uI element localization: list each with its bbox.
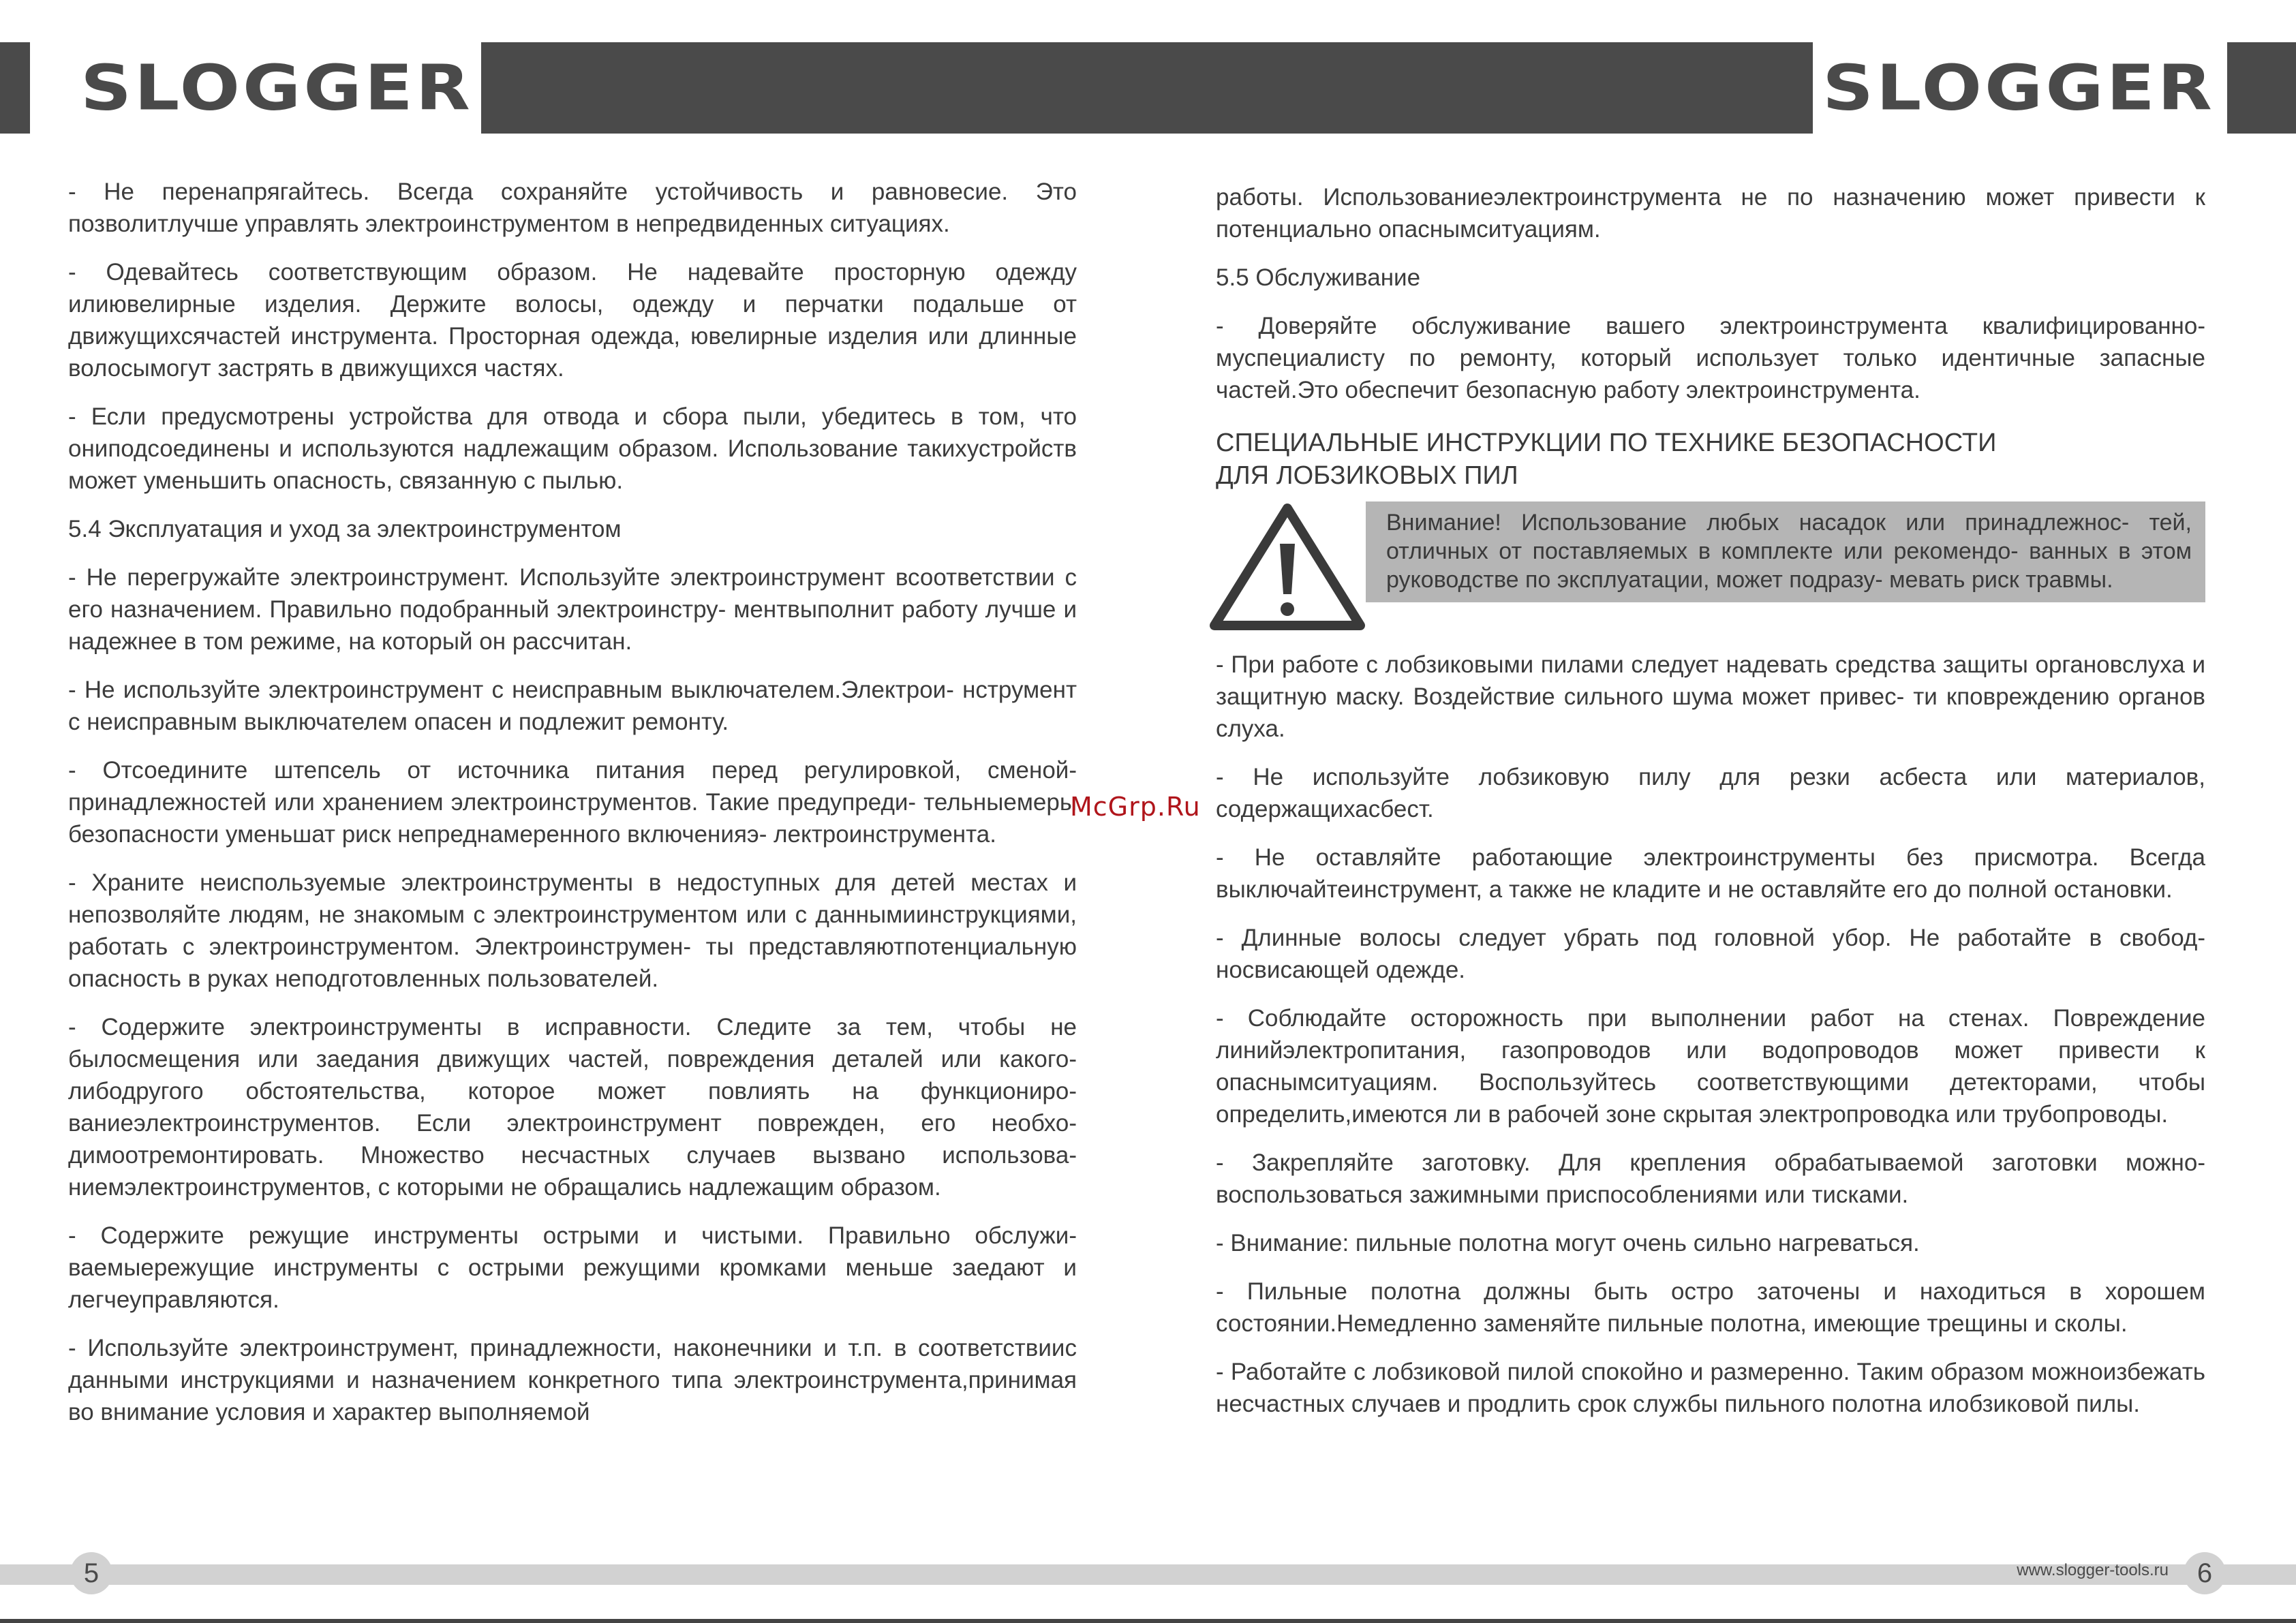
- page-number-right: 6: [2184, 1552, 2226, 1594]
- footer-bar: [0, 1564, 2296, 1585]
- paragraph: - Длинные волосы следует убрать под головной убор. Не работайте в свобод- носвисающей одежде.: [1216, 925, 2205, 983]
- section-heading: 5.5 Обслуживание: [1216, 264, 1421, 291]
- section-title-line: ДЛЯ ЛОБЗИКОВЫХ ПИЛ: [1216, 461, 1518, 490]
- paragraph: - При работе с лобзиковыми пилами следует надевать средства защиты органовслуха и защитную маску. Воздействие сильного шума может привес- ти кповреждению органов слуха.: [1216, 651, 2205, 742]
- watermark[interactable]: McGrp.Ru: [1070, 792, 1201, 822]
- paragraph: - Внимание: пильные полотна могут очень сильно нагреваться.: [1216, 1230, 1920, 1256]
- paragraph: - Пильные полотна должны быть остро заточены и находиться в хорошем состоянии.Немедленно заменяйте пильные полотна, имеющие трещины и сколы.: [1216, 1278, 2205, 1337]
- paragraph: - Доверяйте обслуживание вашего электроинструмента квалифицированно- муспециалисту по ремонту, который использует только идентичные запасные частей.Это обеспечит безопасную работу электроинструмента.: [1216, 313, 2205, 403]
- header-bar: [481, 42, 1813, 134]
- logo-left: SLOGGER: [80, 51, 473, 125]
- paragraph: - Не оставляйте работающие электроинструменты без присмотра. Всегда выключайтеинструмент, а также не кладите и не оставляйте его до полной остановки.: [1216, 844, 2205, 903]
- paragraph: - Работайте с лобзиковой пилой спокойно и размеренно. Таким образом можноизбежать несчастных случаев и продлить срок службы пильного полотна илобзиковой пилы.: [1216, 1359, 2205, 1417]
- paragraph: - Одевайтесь соответствующим образом. Не надевайте просторную одежду илиювелирные изделия. Держите волосы, одежду и перчатки подальше от движущихсячастей инструмента. Просторная одежда, ювелирные изделия или длинные волосымогут застрять в движущихся частях.: [68, 259, 1077, 382]
- logo-right: SLOGGER: [1822, 51, 2215, 125]
- header-bar-left-edge: [0, 42, 30, 134]
- paragraph: работы. Использованиеэлектроинструмента не по назначению может привести к потенциально опаснымситуациям.: [1216, 184, 2205, 243]
- paragraph: - Не перенапрягайтесь. Всегда сохраняйте устойчивость и равновесие. Это позволитлучше управлять электроинструментом в непредвиденных ситуациях.: [68, 179, 1077, 237]
- paragraph: - Закрепляйте заготовку. Для крепления обрабатываемой заготовки можно- воспользоваться зажимными приспособлениями или тисками.: [1216, 1149, 2205, 1208]
- header-bar-right-edge: [2227, 42, 2296, 134]
- right-column: [1216, 181, 2205, 1436]
- paragraph: - Не используйте лобзиковую пилу для резки асбеста или материалов, содержащихасбест.: [1216, 764, 2205, 822]
- paragraph: - Отсоедините штепсель от источника питания перед регулировкой, сменой- принадлежностей или хранением электроинструментов. Такие предупреди- тельныемеры безопасности уменьшат риск непреднамеренного включенияэ- лектроинструмента.: [68, 757, 1077, 848]
- website-link[interactable]: www.slogger-tools.ru: [2017, 1561, 2169, 1579]
- warning-triangle-icon: [1209, 501, 1366, 631]
- paragraph: - Не перегружайте электроинструмент. Используйте электроинструмент всоответствии с его назначением. Правильно подобранный электроинстру- ментвыполнит работу лучше и надежнее в том режиме, на который он рассчитан.: [68, 564, 1077, 655]
- paragraph: - Содержите электроинструменты в исправности. Следите за тем, чтобы не былосмещения или заедания движущих частей, повреждения деталей или какого-либодругого обстоятельства, которое может повлиять на функциониро- ваниеэлектроинструментов. Если электроинструмент поврежден, его необхо- димоотремонтировать. Множество несчастных случаев вызвано использова- ниемэлектроинструментов, с которыми не обращались надлежащим образом.: [68, 1014, 1077, 1201]
- paragraph: - Содержите режущие инструменты острыми и чистыми. Правильно обслужи- ваемыережущие инструменты с острыми режущими кромками меньше заедают и легчеуправляются.: [68, 1222, 1077, 1313]
- paragraph: - Храните неиспользуемые электроинструменты в недоступных для детей местах и непозволяйте людям, не знакомым с электроинструментом или с даннымиинструкциями, работать с электроинструментом. Электроинструмен- ты представляютпотенциальную опасность в руках неподготовленных пользователей.: [68, 869, 1077, 992]
- section-title-line: СПЕЦИАЛЬНЫЕ ИНСТРУКЦИИ ПО ТЕХНИКЕ БЕЗОПАСНОСТИ: [1216, 429, 1997, 457]
- page-number-left: 5: [70, 1552, 112, 1594]
- paragraph: - Используйте электроинструмент, принадлежности, наконечники и т.п. в соответствиис данными инструкциями и назначением конкретного типа электроинструмента,принимая во внимание условия и характер выполняемой: [68, 1335, 1077, 1425]
- paragraph: - Если предусмотрены устройства для отвода и сбора пыли, убедитесь в том, что ониподсоединены и используются надлежащим образом. Использование такихустройств может уменьшить опасность, связанную с пылью.: [68, 403, 1077, 494]
- left-column: [68, 176, 1077, 1444]
- paragraph: - Не используйте электроинструмент с неисправным выключателем.Электрои- нструмент с неисправным выключателем опасен и подлежит ремонту.: [68, 677, 1077, 735]
- warning-block: [1216, 501, 2205, 631]
- section-title: [1216, 427, 2205, 492]
- section-heading: 5.4 Эксплуатация и уход за электроинструментом: [68, 516, 622, 542]
- paragraph: - Соблюдайте осторожность при выполнении работ на стенах. Повреждение линийэлектропитания, газопроводов или водопроводов может привести к опаснымситуациям. Воспользуйтесь соответствующими детекторами, чтобы определить,имеются ли в рабочей зоне скрытая электропроводка или трубопроводы.: [1216, 1005, 2205, 1128]
- bottom-rule: [0, 1619, 2296, 1623]
- warning-text: Внимание! Использование любых насадок или принадлежнос- тей, отличных от поставляемых в комплекте или рекомендо- ванных в этом руководстве по эксплуатации, может подразу- мевать риск травмы.: [1366, 501, 2205, 602]
